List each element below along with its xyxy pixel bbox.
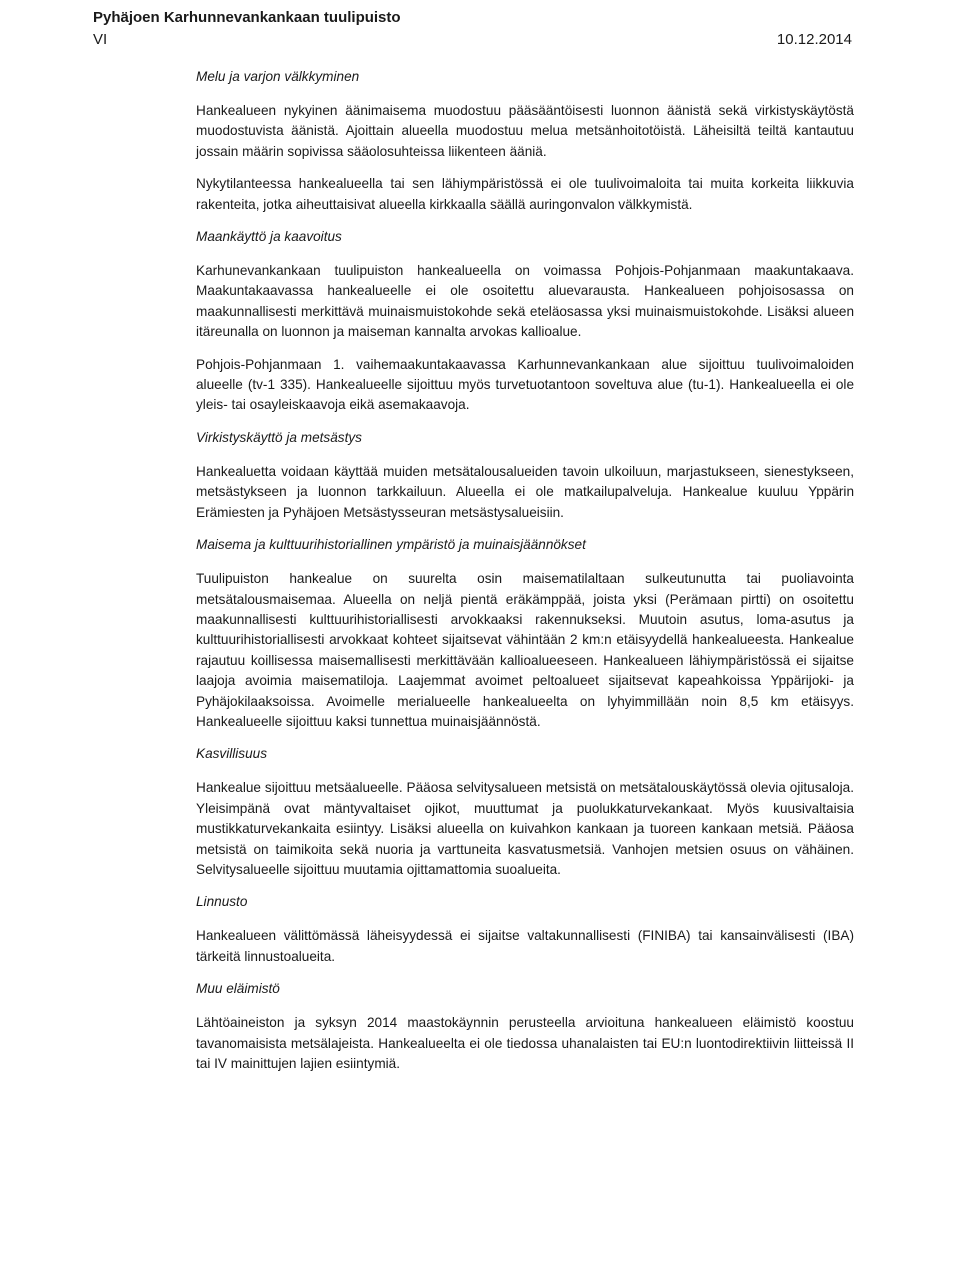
document-section-label: VI (93, 31, 108, 48)
paragraph: Pohjois-Pohjanmaan 1. vaihemaakuntakaavassa Karhunnevankankaan alue sijoittuu tuulivoimaloiden alueelle (tv-1 335). Hankealueelle sijoittuu myös turvetuotantoon soveltuva alue (tu-1). Hankealueella ei ole yleis- tai osayleiskaavoja eikä asemakaavoja. (196, 356, 854, 413)
paragraph: Hankealueen nykyinen äänimaisema muodostuu pääsääntöisesti luonnon äänistä sekä virkistyskäytöstä muodostuvista äänistä. Ajoittain alueella muodostuu melua metsänhoitotöistä. Läheisiltä teiltä kantautuu jossain määrin sopivissa sääolosuhteissa liikenteen ääniä. (196, 103, 854, 159)
paragraph: Hankealueen välittömässä läheisyydessä ei sijaitse valtakunnallisesti (FINIBA) tai kansainvälisesti (IBA) tärkeitä linnustoalueita. (196, 928, 854, 964)
section-heading-elaimisto: Muu eläimistö (196, 981, 280, 997)
paragraph: Nykytilanteessa hankealueella tai sen lähiympäristössä ei ole tuulivoimaloita tai muita korkeita liikkuvia rakenteita, jotka aiheuttaisivat alueella kirkkaalla säällä auringonvalon välkkymistä. (196, 176, 854, 212)
section-heading-kasvillisuus: Kasvillisuus (196, 746, 268, 762)
document-header-title: Pyhäjoen Karhunnevankankaan tuulipuisto (93, 9, 401, 26)
document-body (196, 67, 854, 1086)
paragraph: Lähtöaineiston ja syksyn 2014 maastokäynnin perusteella arvioituna hankealueen eläimistö koostuu tavanomaisista metsälajeista. Hankealueelta ei ole tiedossa uhanalaisten tai EU:n luontodirektiivin liitteissä II tai IV mainittujen lajien esiintymiä. (196, 1015, 854, 1071)
section-heading-virkistys: Virkistyskäyttö ja metsästys (196, 429, 362, 445)
paragraph: Karhunevankankaan tuulipuiston hankealueella on voimassa Pohjois-Pohjanmaan maakuntakaava. Maakuntakaavassa hankealueelle ei ole osoitettu aluevarausta. Hankealueen pohjoisosassa on maakunnallisesti merkittävä muinaismuistokohde sekä eteläosassa yksi muinaismuistokohde. Lisäksi alueen itäreunalla on luonnon ja maiseman kannalta arvokas kallioalue. (196, 263, 854, 340)
section-heading-melu: Melu ja varjon välkkyminen (196, 69, 360, 84)
paragraph: Hankealuetta voidaan käyttää muiden metsätalousalueiden tavoin ulkoiluun, marjastukseen, sienestykseen, metsästykseen ja luonnon tarkkailuun. Alueella ei ole matkailupalveluja. Hankealue kuuluu Yppärin Erämiesten ja Pyhäjoen Metsästysseuran metsästysalueisiin. (196, 463, 854, 520)
section-heading-linnusto: Linnusto (196, 894, 248, 910)
paragraph: Tuulipuiston hankealue on suurelta osin maisematilaltaan sulkeutunutta tai puoliavointa metsätalousmaisemaa. Alueella on neljä pientä eräkämppää, joista yksi (Perämaan pirtti) on osoitettu maakunnallisesti kulttuurihistoriallisesti arvokkaaksi rakennukseksi. Muutoin asutus, loma-asutus ja kulttuurihistoriallisesti arvokkaat kohteet sijaitsevat vähintään 2 km:n etäisyydellä hankealueesta. Hankealue rajautuu koillisessa maisemallisesti merkittävään kallioalueeseen. Hankealueen lähiympäristössä ei sijaitse laajoja avoimia maisematiloja. Laajemmat avoimet peltoalueet sijaitsevat kapeahkoissa Yppärijoki- ja Pyhäjokilaaksoissa. Avoimelle merialueelle hankealueelta on lyhyimmillään noin 8,5 km etäisyys. Hankealueelle sijoittuu kaksi tunnettua muinaisjäännöstä. (196, 571, 854, 729)
paragraph: Hankealue sijoittuu metsäalueelle. Pääosa selvitysalueen metsistä on metsätalouskäytössä olevia ojitusaloja. Yleisimpänä ovat mäntyvaltaiset ojikot, muuttumat ja puolukkaturvekankaat. Myös kuusivaltaisia mustikkaturvekankaita esiintyy. Lisäksi alueella on kuivahkon kankaan ja tuoreen kankaan metsiä. Pääosa metsistä on taimikoita sekä nuoria ja varttuneita kasvatusmetsiä. Vanhojen metsien osuus on vähäinen. Selvitysalueelle sijoittuu muutamia ojittamattomia suoalueita. (196, 780, 854, 877)
section-heading-maisema: Maisema ja kulttuurihistoriallinen ympäristö ja muinaisjäännökset (196, 537, 586, 553)
section-heading-maankaytto: Maankäyttö ja kaavoitus (196, 229, 342, 245)
document-date: 10.12.2014 (776, 31, 852, 48)
